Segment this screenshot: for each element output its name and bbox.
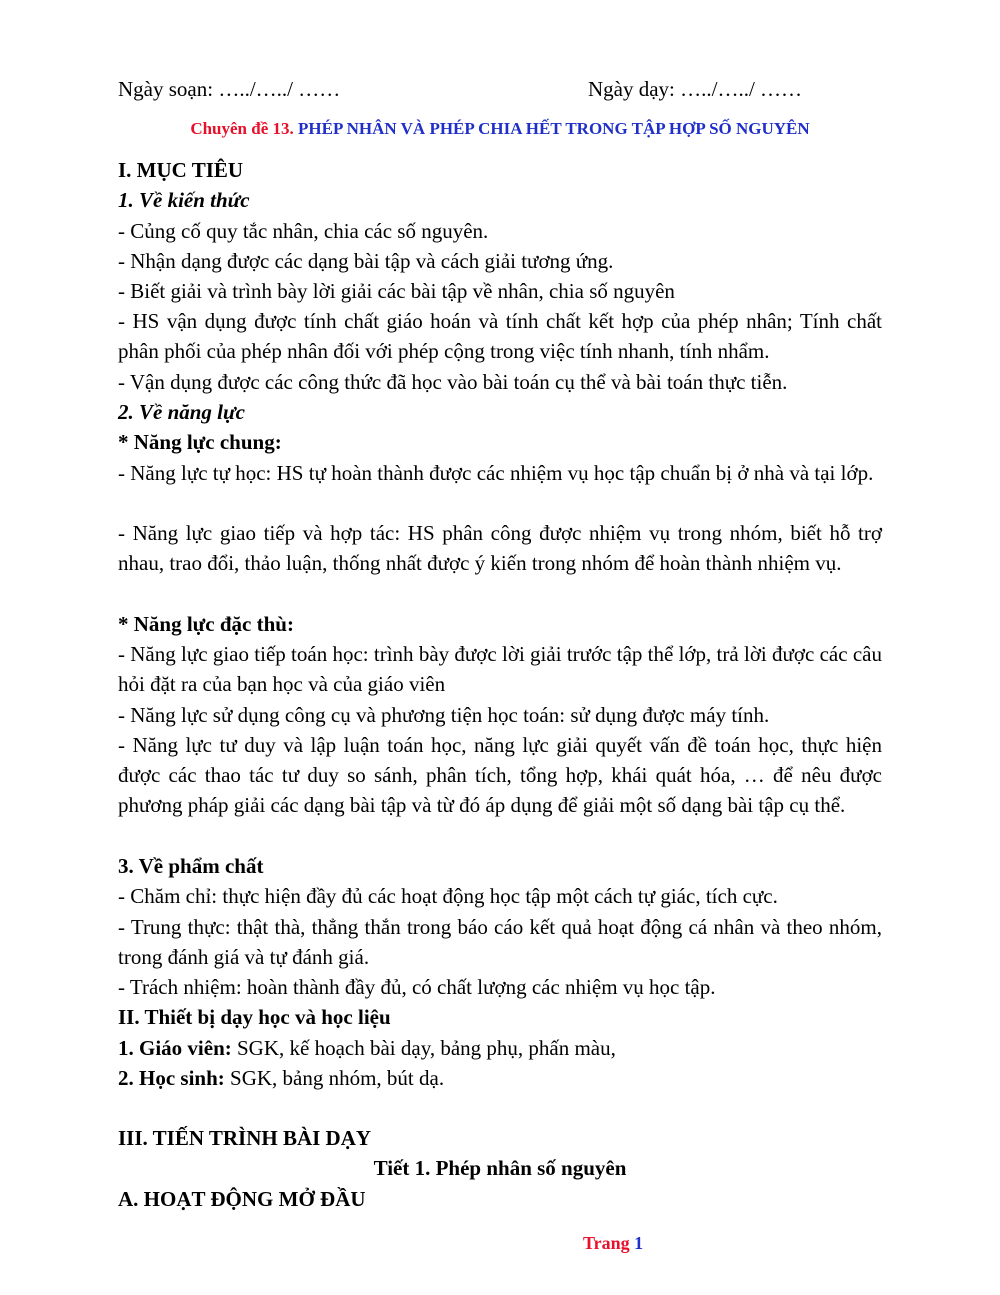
section3-heading: III. TIẾN TRÌNH BÀI DẠY bbox=[118, 1126, 372, 1150]
quality-item: - Trách nhiệm: hoàn thành đầy đủ, có chất lượng các nhiệm vụ học tập. bbox=[118, 975, 716, 999]
student-text: SGK, bảng nhóm, bút dạ. bbox=[224, 1066, 445, 1090]
general-ability-item: - Năng lực tự học: HS tự hoàn thành được các nhiệm vụ học tập chuẩn bị ở nhà và tại lớp. bbox=[118, 461, 874, 485]
knowledge-heading: 1. Về kiến thức bbox=[118, 188, 250, 212]
knowledge-item: - HS vận dụng được tính chất giáo hoán và tính chất kết hợp của phép nhân; Tính chất phân phối của phép nhân đối với phép cộng trong việc tính nhanh, tính nhẩm. bbox=[118, 309, 882, 364]
teacher-materials bbox=[118, 1033, 616, 1063]
page-label: Trang bbox=[583, 1233, 635, 1253]
quality-item: - Chăm chỉ: thực hiện đầy đủ các hoạt động học tập một cách tự giác, tích cực. bbox=[118, 884, 778, 908]
teacher-text: SGK, kế hoạch bài dạy, bảng phụ, phấn màu, bbox=[231, 1036, 616, 1060]
specific-ability-item: - Năng lực tư duy và lập luận toán học, năng lực giải quyết vấn đề toán học, thực hiện được các thao tác tư duy so sánh, phân tích, tổng hợp, khái quát hóa, … để nêu được phương pháp giải các dạng bài tập và từ đó áp dụng để giải một số dạng bài tập cụ thể. bbox=[118, 733, 882, 818]
general-ability-item: - Năng lực giao tiếp và hợp tác: HS phân công được nhiệm vụ trong nhóm, biết hỗ trợ nhau, trao đổi, thảo luận, thống nhất được ý kiến trong nhóm để hoàn thành nhiệm vụ. bbox=[118, 521, 882, 576]
page-number: 1 bbox=[634, 1233, 644, 1253]
lesson-title: Tiết 1. Phép nhân số nguyên bbox=[373, 1156, 627, 1180]
knowledge-item: - Củng cố quy tắc nhân, chia các số nguyên. bbox=[118, 219, 489, 243]
specific-ability-item: - Năng lực sử dụng công cụ và phương tiện học toán: sử dụng được máy tính. bbox=[118, 703, 770, 727]
quality-item: - Trung thực: thật thà, thẳng thắn trong báo cáo kết quả hoạt động cá nhân và theo nhóm, trong đánh giá và tự đánh giá. bbox=[118, 915, 882, 970]
knowledge-item: - Nhận dạng được các dạng bài tập và cách giải tương ứng. bbox=[118, 249, 614, 273]
student-materials bbox=[118, 1063, 444, 1093]
topic-title bbox=[0, 116, 1000, 142]
activity-heading: A. HOẠT ĐỘNG MỞ ĐẦU bbox=[118, 1187, 366, 1211]
specific-ability-heading: * Năng lực đặc thù: bbox=[118, 612, 294, 636]
teacher-label: 1. Giáo viên: bbox=[118, 1036, 232, 1060]
knowledge-item: - Biết giải và trình bày lời giải các bài tập về nhân, chia số nguyên bbox=[118, 279, 675, 303]
knowledge-item: - Vận dụng được các công thức đã học vào bài toán cụ thể và bài toán thực tiễn. bbox=[118, 370, 788, 394]
quality-heading: 3. Về phẩm chất bbox=[118, 854, 264, 878]
topic-name: PHÉP NHÂN VÀ PHÉP CHIA HẾT TRONG TẬP HỢP SỐ NGUYÊN bbox=[293, 119, 810, 138]
ability-heading: 2. Về năng lực bbox=[118, 400, 245, 424]
student-label: 2. Học sinh: bbox=[118, 1066, 225, 1090]
specific-ability-item: - Năng lực giao tiếp toán học: trình bày được lời giải trước tập thể lớp, trả lời được các câu hỏi đặt ra của bạn học và của giáo viên bbox=[118, 642, 882, 697]
page-footer bbox=[583, 1230, 643, 1256]
section2-heading: II. Thiết bị dạy học và học liệu bbox=[118, 1005, 391, 1029]
topic-prefix: Chuyên đề 13. bbox=[190, 119, 294, 138]
date-teach: Ngày dạy: …../…../ …… bbox=[588, 77, 803, 101]
general-ability-heading: * Năng lực chung: bbox=[118, 430, 282, 454]
section1-heading: I. MỤC TIÊU bbox=[118, 158, 244, 182]
date-prepare: Ngày soạn: …../…../ …… bbox=[118, 77, 341, 101]
